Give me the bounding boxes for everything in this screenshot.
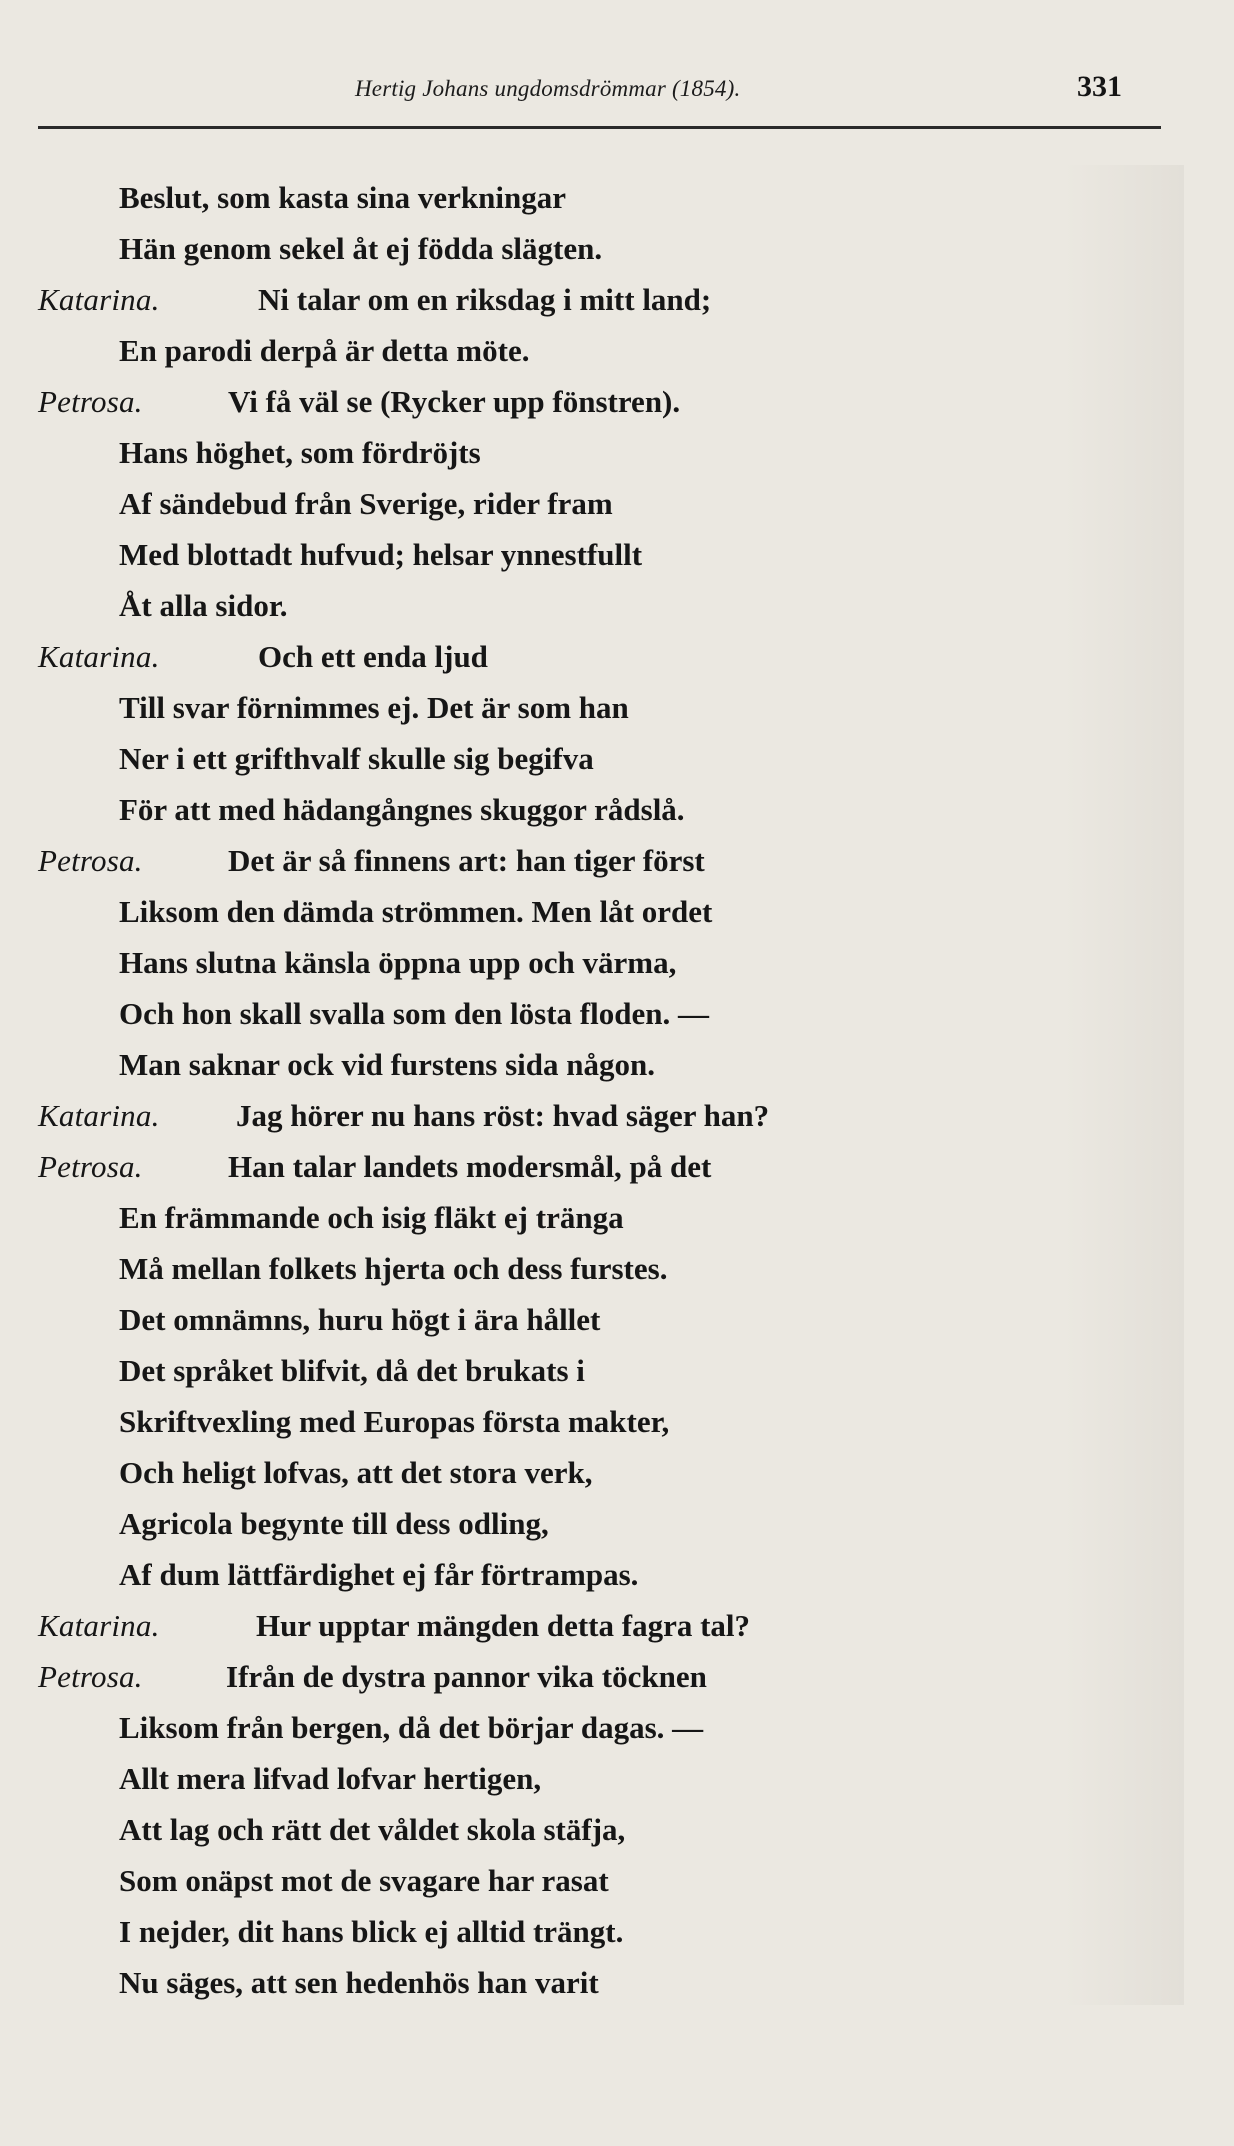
verse-line — [38, 1804, 1158, 1855]
verse-line — [38, 937, 1158, 988]
verse-line — [38, 1039, 1158, 1090]
verse-text: För att med hädangångnes skuggor rådslå. — [119, 792, 685, 827]
speaker-label: Katarina. — [38, 282, 160, 317]
verse-text: Hans slutna känsla öppna upp och värma, — [119, 945, 677, 980]
verse-line — [38, 784, 1158, 835]
verse-text: Det omnämns, huru högt i ära hållet — [119, 1302, 601, 1337]
verse-text: Ifrån de dystra pannor vika töcknen — [226, 1659, 707, 1694]
verse-line — [38, 478, 1158, 529]
verse-line — [38, 988, 1158, 1039]
verse-line — [38, 1090, 1158, 1141]
speaker-label: Petrosa. — [38, 1149, 143, 1184]
verse-line — [38, 886, 1158, 937]
verse-line — [38, 1753, 1158, 1804]
verse-text: Af sändebud från Sverige, rider fram — [119, 486, 613, 521]
verse-line — [38, 1651, 1158, 1702]
verse-text: I nejder, dit hans blick ej alltid trängt. — [119, 1914, 624, 1949]
speaker-label: Katarina. — [38, 639, 160, 674]
verse-line — [38, 1345, 1158, 1396]
speaker-label: Petrosa. — [38, 843, 143, 878]
verse-line — [38, 376, 1158, 427]
verse-line — [38, 733, 1158, 784]
verse-line — [38, 1447, 1158, 1498]
verse-line — [38, 1855, 1158, 1906]
verse-line — [38, 1600, 1158, 1651]
verse-text: Och hon skall svalla som den lösta floden. — — [119, 996, 709, 1031]
verse-line — [38, 1141, 1158, 1192]
verse-line — [38, 631, 1158, 682]
verse-text: Liksom den dämda strömmen. Men låt ordet — [119, 894, 713, 929]
verse-text: Hans höghet, som fördröjts — [119, 435, 481, 470]
verse-text: Allt mera lifvad lofvar hertigen, — [119, 1761, 542, 1796]
verse-text: Agricola begynte till dess odling, — [119, 1506, 549, 1541]
verse-text: Af dum lättfärdighet ej får förtrampas. — [119, 1557, 639, 1592]
speaker-label: Petrosa. — [38, 384, 143, 419]
running-title: Hertig Johans ungdomsdrömmar (1854). — [355, 76, 741, 101]
verse-text: Det är så finnens art: han tiger först — [228, 843, 705, 878]
verse-text: Må mellan folkets hjerta och dess furstes. — [119, 1251, 668, 1286]
verse-line — [38, 1294, 1158, 1345]
speaker-label: Katarina. — [38, 1098, 160, 1133]
verse-text: Hur upptar mängden detta fagra tal? — [256, 1608, 751, 1643]
verse-text: Ner i ett grifthvalf skulle sig begifva — [119, 741, 594, 776]
verse-text: En främmande och isig fläkt ej tränga — [119, 1200, 624, 1235]
verse-line — [38, 1192, 1158, 1243]
verse-line — [38, 682, 1158, 733]
verse-text: Åt alla sidor. — [119, 588, 288, 623]
verse-text: En parodi derpå är detta möte. — [119, 333, 530, 368]
verse-line — [38, 580, 1158, 631]
verse-text: Liksom från bergen, då det börjar dagas. — — [119, 1710, 704, 1745]
page-number: 331 — [1077, 70, 1122, 103]
verse-line — [38, 529, 1158, 580]
verse-text: Beslut, som kasta sina verkningar — [119, 180, 566, 215]
verse-line — [38, 1243, 1158, 1294]
verse-text: Skriftvexling med Europas första makter, — [119, 1404, 670, 1439]
verse-line — [38, 274, 1158, 325]
verse-text: Det språket blifvit, då det brukats i — [119, 1353, 585, 1388]
verse-text: Hän genom sekel åt ej födda slägten. — [119, 231, 603, 266]
verse-line — [38, 1498, 1158, 1549]
verse-line — [38, 223, 1158, 274]
verse-line — [38, 835, 1158, 886]
verse-line — [38, 1549, 1158, 1600]
verse-text: Jag hörer nu hans röst: hvad säger han? — [236, 1098, 770, 1133]
verse-text: Nu säges, att sen hedenhös han varit — [119, 1965, 599, 2000]
verse-line — [38, 1957, 1158, 2008]
verse-text: Ni talar om en riksdag i mitt land; — [258, 282, 712, 317]
header-rule — [38, 126, 1161, 129]
verse-lines — [38, 172, 1158, 2008]
verse-text: Och heligt lofvas, att det stora verk, — [119, 1455, 593, 1490]
speaker-label: Petrosa. — [38, 1659, 143, 1694]
verse-text: Med blottadt hufvud; helsar ynnestfullt — [119, 537, 643, 572]
verse-text: Vi få väl se (Rycker upp fönstren). — [228, 384, 681, 419]
verse-line — [38, 1702, 1158, 1753]
verse-line — [38, 427, 1158, 478]
verse-line — [38, 325, 1158, 376]
verse-text: Och ett enda ljud — [258, 639, 488, 674]
verse-text: Man saknar ock vid furstens sida någon. — [119, 1047, 656, 1082]
verse-text: Han talar landets modersmål, på det — [228, 1149, 712, 1184]
verse-line — [38, 172, 1158, 223]
verse-line — [38, 1396, 1158, 1447]
verse-text: Som onäpst mot de svagare har rasat — [119, 1863, 609, 1898]
page-header — [0, 68, 1234, 118]
speaker-label: Katarina. — [38, 1608, 160, 1643]
verse-text: Till svar förnimmes ej. Det är som han — [119, 690, 629, 725]
verse-line — [38, 1906, 1158, 1957]
verse-text: Att lag och rätt det våldet skola stäfja, — [119, 1812, 626, 1847]
